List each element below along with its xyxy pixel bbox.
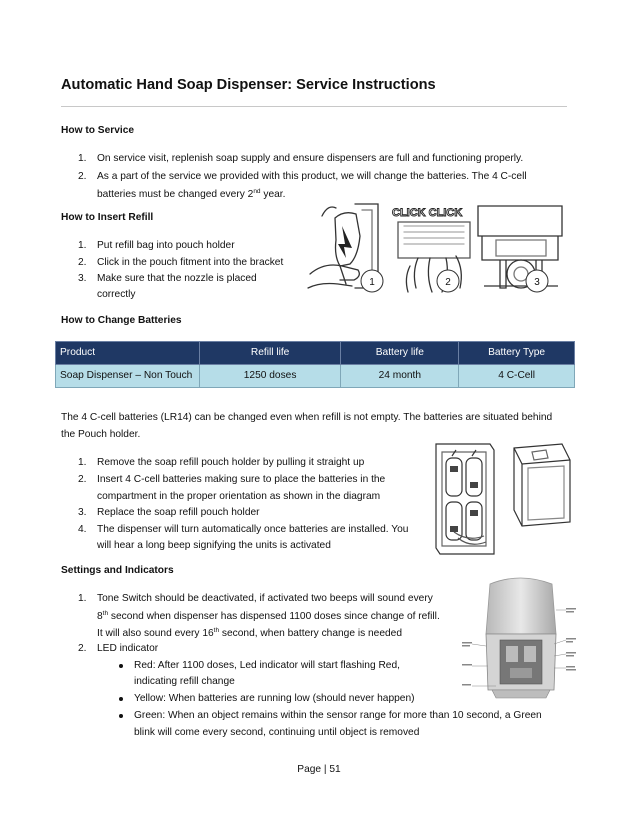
refill-item-1-text: Put refill bag into pouch holder xyxy=(97,240,235,251)
table-header-product: Product xyxy=(56,342,200,365)
refill-insertion-illustration xyxy=(300,196,568,308)
service-item-1-text: On service visit, replenish soap supply and ensure dispensers are full and functioning properly. xyxy=(97,153,524,164)
page-title: Automatic Hand Soap Dispenser: Service Instructions xyxy=(61,77,436,93)
table-header-battery-life: Battery life xyxy=(341,342,459,365)
table-cell-product: Soap Dispenser – Non Touch xyxy=(56,365,200,388)
refill-item-2-text: Click in the pouch fitment into the bracket xyxy=(97,257,284,268)
specification-table xyxy=(55,341,575,388)
battery-paragraph-line2: the Pouch holder. xyxy=(61,429,141,440)
page-number-footer: Page | 51 xyxy=(297,764,341,775)
settings-item-2-number: 2. xyxy=(78,643,87,654)
battery-paragraph-line1: The 4 C-cell batteries (LR14) can be changed even when refill is not empty. The batteries are situated behind xyxy=(61,412,553,423)
table-header-battery-type: Battery Type xyxy=(459,342,575,365)
battery-compartment-illustration xyxy=(428,438,578,562)
settings-item-1-line3: It will also sound every 16th second, when battery change is needed xyxy=(97,627,403,639)
battery-item-4-line1: The dispenser will turn automatically once batteries are installed. You xyxy=(97,524,409,535)
battery-item-2-line2: compartment in the proper orientation as shown in the diagram xyxy=(97,491,381,502)
bullet-green xyxy=(119,714,123,718)
battery-item-1-number: 1. xyxy=(78,457,87,468)
led-red-line1: Red: After 1100 doses, Led indicator will start flashing Red, xyxy=(134,660,400,671)
dispenser-diagram-illustration xyxy=(460,570,578,706)
bullet-yellow xyxy=(119,697,123,701)
callout-2-label: 2 xyxy=(445,277,451,288)
title-divider xyxy=(61,106,567,107)
battery-item-4-number: 4. xyxy=(78,524,87,535)
service-item-2-number: 2. xyxy=(78,171,87,182)
settings-item-1-line1: Tone Switch should be deactivated, if activated two beeps will sound every xyxy=(97,593,433,604)
settings-item-2-text: LED indicator xyxy=(97,643,159,654)
battery-item-1-text: Remove the soap refill pouch holder by pulling it straight up xyxy=(97,457,365,468)
refill-item-2-number: 2. xyxy=(78,257,87,268)
refill-item-3-line2: correctly xyxy=(97,289,136,300)
how-to-service-heading: How to Service xyxy=(61,125,135,136)
click-click-label: CLICK CLICK xyxy=(392,207,463,219)
led-green-line1: Green: When an object remains within the sensor range for more than 10 second, a Green xyxy=(134,710,542,721)
refill-item-3-number: 3. xyxy=(78,273,87,284)
led-red-line2: indicating refill change xyxy=(134,676,235,687)
table-header-refill-life: Refill life xyxy=(199,342,341,365)
refill-item-1-number: 1. xyxy=(78,240,87,251)
led-green-line2: blink will come every second, continuing until object is removed xyxy=(134,727,420,738)
callout-3-label: 3 xyxy=(534,277,540,288)
change-batteries-heading: How to Change Batteries xyxy=(61,315,182,326)
table-header-row xyxy=(56,342,575,365)
battery-item-4-line2: will hear a long beep signifying the units is activated xyxy=(97,540,331,551)
refill-item-3-line1: Make sure that the nozzle is placed xyxy=(97,273,257,284)
service-item-2-line1: As a part of the service we provided with this product, we will change the batteries. The 4 C-cell xyxy=(97,171,527,182)
callout-1-label: 1 xyxy=(369,277,375,288)
battery-item-2-line1: Insert 4 C-cell batteries making sure to place the batteries in the xyxy=(97,474,386,485)
table-cell-refill-life: 1250 doses xyxy=(199,365,341,388)
settings-item-1-number: 1. xyxy=(78,593,87,604)
battery-item-3-text: Replace the soap refill pouch holder xyxy=(97,507,260,518)
settings-item-1-line2: 8th second when dispenser has dispensed 1100 doses since change of refill. xyxy=(97,610,440,622)
battery-item-3-number: 3. xyxy=(78,507,87,518)
table-cell-battery-life: 24 month xyxy=(341,365,459,388)
battery-item-2-number: 2. xyxy=(78,474,87,485)
table-row xyxy=(56,365,575,388)
table-cell-battery-type: 4 C-Cell xyxy=(459,365,575,388)
service-item-2-line2: batteries must be changed every 2nd year. xyxy=(97,188,286,200)
service-item-1-number: 1. xyxy=(78,153,87,164)
bullet-red xyxy=(119,664,123,668)
insert-refill-heading: How to Insert Refill xyxy=(61,212,154,223)
settings-indicators-heading: Settings and Indicators xyxy=(61,565,174,576)
led-yellow-line1: Yellow: When batteries are running low (should never happen) xyxy=(134,693,415,704)
